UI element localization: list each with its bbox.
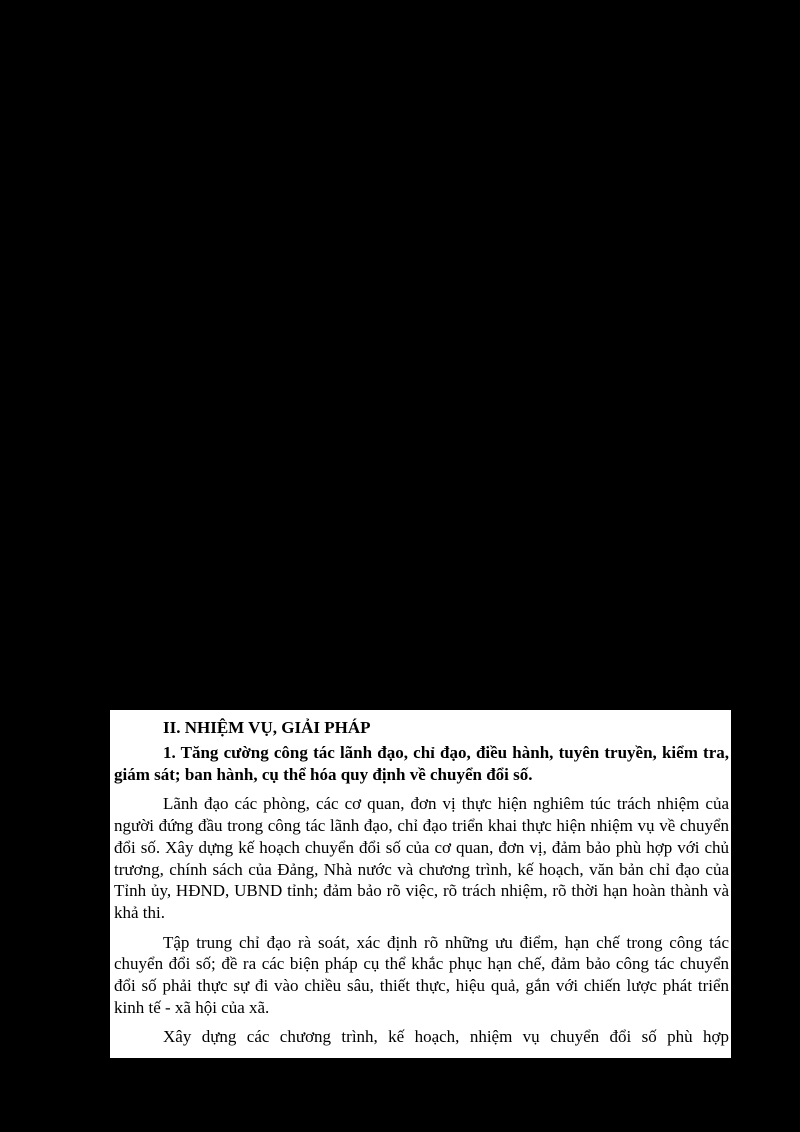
subheading: 1. Tăng cường công tác lãnh đạo, chỉ đạo, điều hành, tuyên truyền, kiểm tra, giám sát; ban hành, cụ thể hóa quy định về chuyển đổi số. (114, 743, 729, 784)
paragraph-review: Tập trung chỉ đạo rà soát, xác định rõ những ưu điểm, hạn chế trong công tác chuyển đổi số; đề ra các biện pháp cụ thể khắc phục hạn chế, đảm bảo công tác chuyển đổi số phải thực sự đi vào chiều sâu, thiết thực, hiệu quả, gắn với chiến lược phát triển kinh tế - xã hội của xã. (114, 932, 729, 1017)
paragraph-programs: Xây dựng các chương trình, kế hoạch, nhiệm vụ chuyển đổi số phù hợp (163, 1027, 729, 1047)
section-heading: II. NHIỆM VỤ, GIẢI PHÁP (163, 718, 371, 737)
document-content (110, 710, 731, 1048)
document-page-fragment (110, 710, 731, 1058)
paragraph-leadership: Lãnh đạo các phòng, các cơ quan, đơn vị thực hiện nghiêm túc trách nhiệm của người đứng đầu trong công tác lãnh đạo, chỉ đạo triển khai thực hiện nhiệm vụ về chuyển đổi số. Xây dựng kế hoạch chuyển đổi số của cơ quan, đơn vị, đảm bảo phù hợp với chủ trương, chính sách của Đảng, Nhà nước và chương trình, kế hoạch, văn bản chỉ đạo của Tỉnh ủy, HĐND, UBND tỉnh; đảm bảo rõ việc, rõ trách nhiệm, rõ thời hạn hoàn thành và khả thi. (114, 794, 729, 922)
